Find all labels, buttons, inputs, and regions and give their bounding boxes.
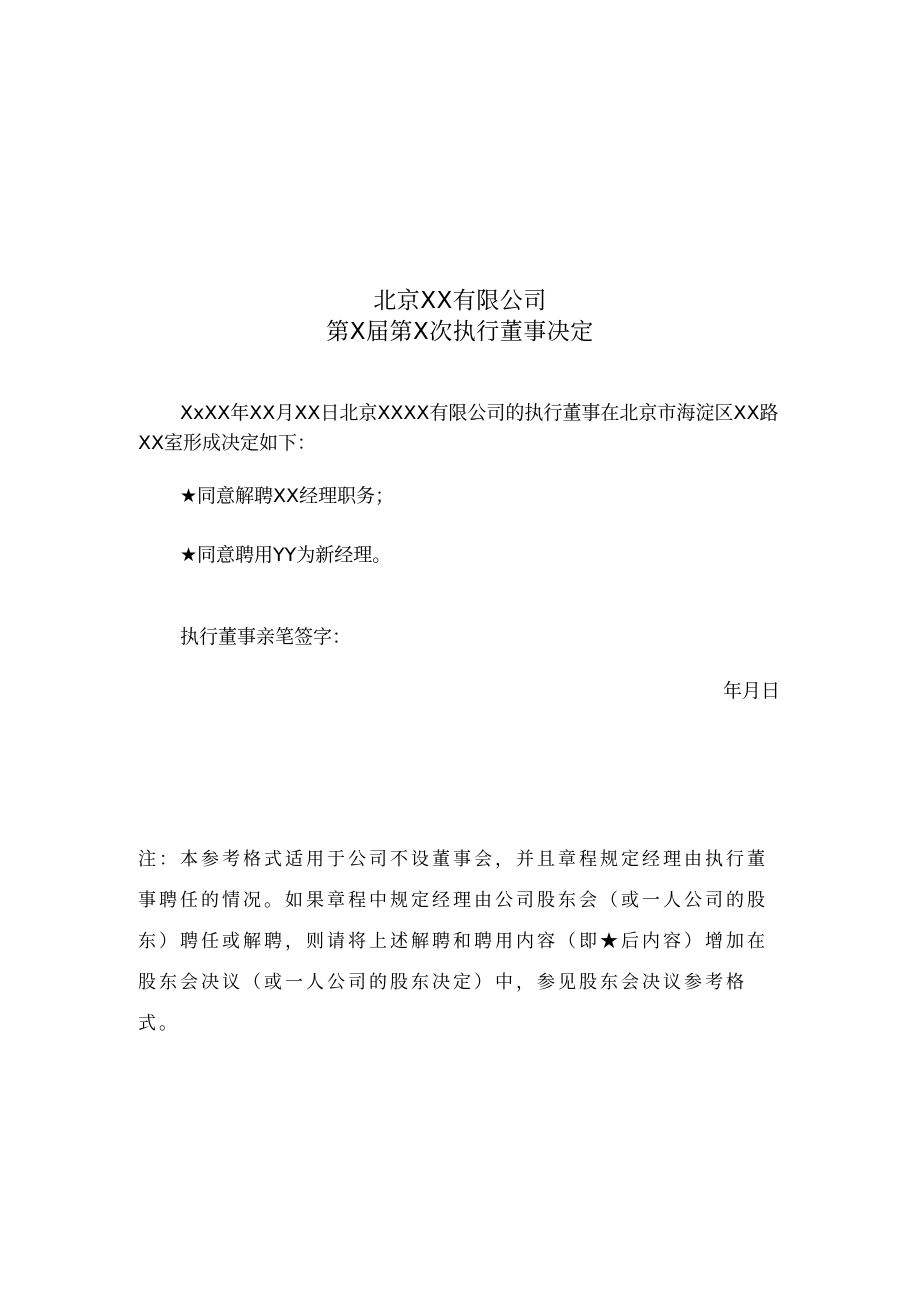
date-label: 年月日 (722, 680, 780, 702)
note-paragraph: 注：本参考格式适用于公司不设董事会，并且章程规定经理由执行董事聘任的情况。如果章程中规定经理由公司股东会（或一人公司的股东）聘任或解聘，则请将上述解聘和聘用内容（即★后内容）增加在股东会决议（或一人公司的股东决定）中，参见股东会决议参考格式。 (138, 849, 768, 1034)
decision-item-dismiss: ★同意解聘XX经理职务； (180, 485, 395, 507)
intro-paragraph: XxXX年XX月XX日北京XXXX有限公司的执行董事在北京市海淀区XX路XX室形成决定如下： (138, 402, 779, 454)
signature-label: 执行董事亲笔签字： (180, 626, 352, 648)
decision-item-appoint: ★同意聘用YY为新经理。 (180, 544, 392, 566)
decision-title: 第X届第X次执行董事决定 (326, 319, 594, 345)
company-name-title: 北京XX有限公司 (373, 288, 547, 314)
document-title (0, 286, 920, 348)
